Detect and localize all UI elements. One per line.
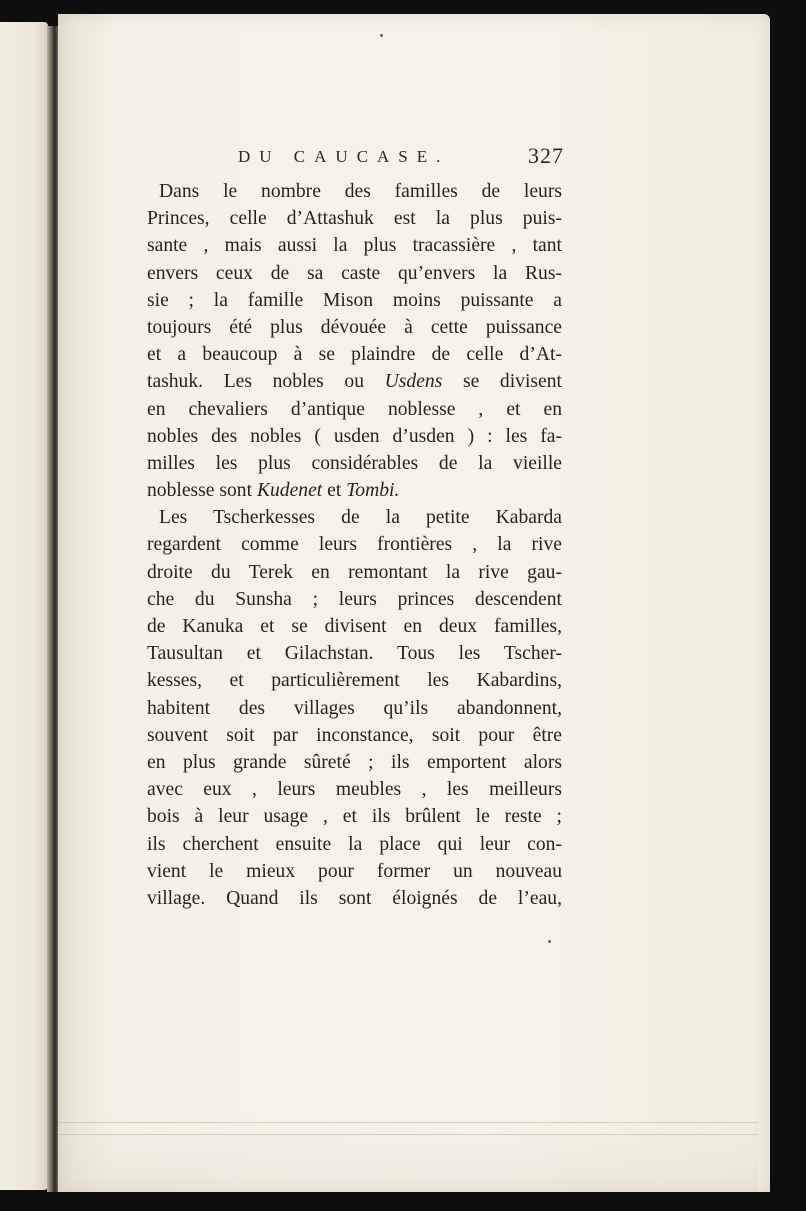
text-line: en chevaliers d’antique noblesse , et en [147, 398, 562, 420]
text-line: che du Sunsha ; leurs princes descendent [147, 588, 562, 610]
text-line: vient le mieux pour former un nouveau [147, 860, 562, 882]
text-line: toujours été plus dévouée à cette puissance [147, 316, 562, 338]
paper-speck [380, 34, 383, 37]
text-line: village. Quand ils sont éloignés de l’eau, [147, 887, 562, 909]
text-line: regardent comme leurs frontières , la rive [147, 534, 562, 556]
text-line: et a beaucoup à se plaindre de celle d’At- [147, 344, 562, 366]
text-line: bois à leur usage , et ils brûlent le reste ; [147, 806, 562, 828]
text-line: tashuk. Les nobles ou Usdens se divisent [147, 371, 562, 393]
page-header [238, 143, 564, 173]
page-edge-line [58, 1122, 758, 1123]
text-line: de Kanuka et se divisent en deux familles, [147, 616, 562, 637]
text-line: Dans le nombre des familles de leurs [159, 181, 562, 202]
text-line: sie ; la famille Mison moins puissante a [147, 289, 562, 311]
text-line: milles les plus considérables de la vieille [147, 452, 562, 474]
text-line: Les Tscherkesses de la petite Kabarda [159, 507, 562, 529]
paragraph [147, 504, 562, 912]
paragraph [147, 178, 562, 504]
text-line: kesses, et particulièrement les Kabardins, [147, 670, 562, 692]
text-line: Tausultan et Gilachstan. Tous les Tscher- [147, 643, 562, 665]
paper-speck [548, 940, 551, 943]
body-text [147, 178, 562, 912]
page-bottom-edges [58, 1116, 758, 1192]
text-line: ils cherchent ensuite la place qui leur con- [147, 833, 562, 855]
text-line: avec eux , leurs meubles , les meilleurs [147, 779, 562, 801]
text-line: souvent soit par inconstance, soit pour être [147, 724, 562, 746]
text-line: droite du Terek en remontant la rive gau- [147, 561, 562, 583]
text-line: Princes, celle d’Attashuk est la plus puis- [147, 208, 562, 230]
page-number: 327 [528, 143, 564, 168]
text-line: envers ceux de sa caste qu’envers la Rus- [147, 262, 562, 284]
previous-page-edge [0, 22, 48, 1190]
text-line: nobles des nobles ( usden d’usden ) : les fa- [147, 425, 562, 447]
page-edge-line [58, 1134, 758, 1135]
text-line: habitent des villages qu’ils abandonnent, [147, 697, 562, 719]
text-line: sante , mais aussi la plus tracassière , tant [147, 235, 562, 257]
running-title: DU CAUCASE. [238, 147, 450, 166]
text-line: noblesse sont Kudenet et Tombi. [147, 480, 400, 502]
text-line: en plus grande sûreté ; ils emportent alors [147, 751, 562, 773]
